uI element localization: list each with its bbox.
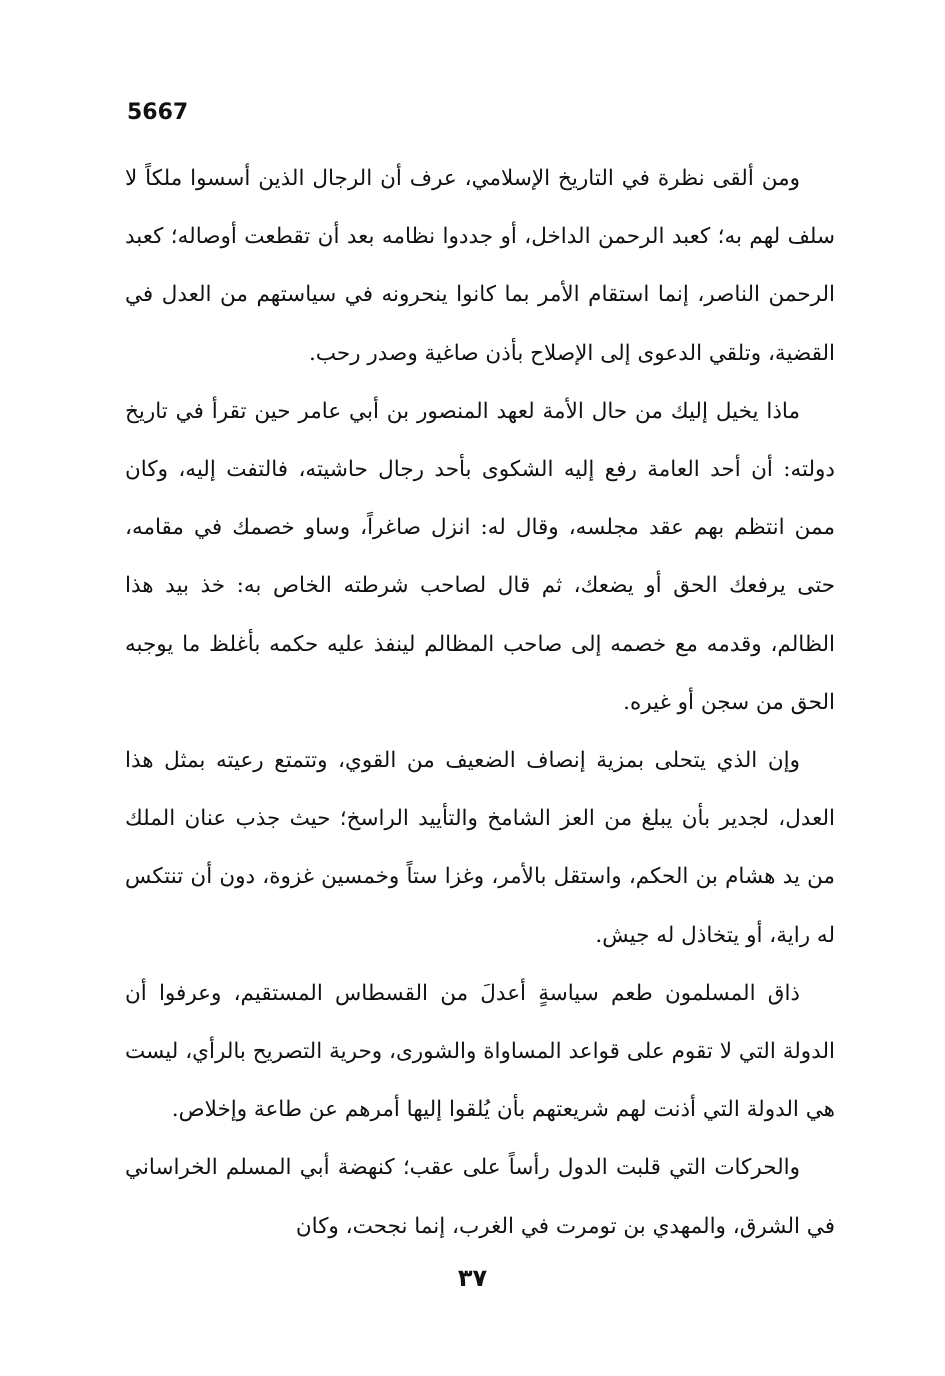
paragraph-2: ماذا يخيل إليك من حال الأمة لعهد المنصور بن أبي عامر حين تقرأ في تاريخ دولته: أن أحد العامة رفع إليه الشكوى بأحد رجال حاشيته، فالتفت إليه، وكان ممن انتظم بهم عقد مجلسه، وقال له: انزل صاغراً، وساو خصمك في مقامه، حتى يرفعك الحق أو يضعك، ثم قال لصاحب شرطته الخاص به: خذ بيد هذا الظالم، وقدمه مع خصمه إلى صاحب المظالم لينفذ عليه حكمه بأغلظ ما يوجبه الحق من سجن أو غيره. <box>125 398 835 715</box>
paragraph-5: والحركات التي قلبت الدول رأساً على عقب؛ كنهضة أبي المسلم الخراساني في الشرق، والمهدي بن تومرت في الغرب، إنما نجحت، وكان <box>125 1155 835 1239</box>
body-text <box>125 150 835 1256</box>
page-number: ٣٧ <box>457 1264 488 1292</box>
reference-number: 5667 <box>127 100 189 125</box>
paragraph-1: ومن ألقى نظرة في التاريخ الإسلامي، عرف أن الرجال الذين أسسوا ملكاً لا سلف لهم به؛ كعبد الرحمن الداخل، أو جددوا نظامه بعد أن تقطعت أوصاله؛ كعبد الرحمن الناصر، إنما استقام الأمر بما كانوا ينحرونه في سياستهم من العدل في القضية، وتلقي الدعوى إلى الإصلاح بأذن صاغية وصدر رحب. <box>125 166 835 366</box>
paragraph-3: وإن الذي يتحلى بمزية إنصاف الضعيف من القوي، وتتمتع رعيته بمثل هذا العدل، لجدير بأن يبلغ من العز الشامخ والتأييد الراسخ؛ حيث جذب عنان الملك من يد هشام بن الحكم، واستقل بالأمر، وغزا ستاً وخمسين غزوة، دون أن تنتكس له راية، أو يتخاذل له جيش. <box>125 748 835 948</box>
paragraph-4: ذاق المسلمون طعم سياسةٍ أعدلَ من القسطاس المستقيم، وعرفوا أن الدولة التي لا تقوم على قواعد المساواة والشورى، وحرية التصريح بالرأي، ليست هي الدولة التي أذنت لهم شريعتهم بأن يُلقوا إليها أمرهم عن طاعة وإخلاص. <box>125 980 835 1123</box>
